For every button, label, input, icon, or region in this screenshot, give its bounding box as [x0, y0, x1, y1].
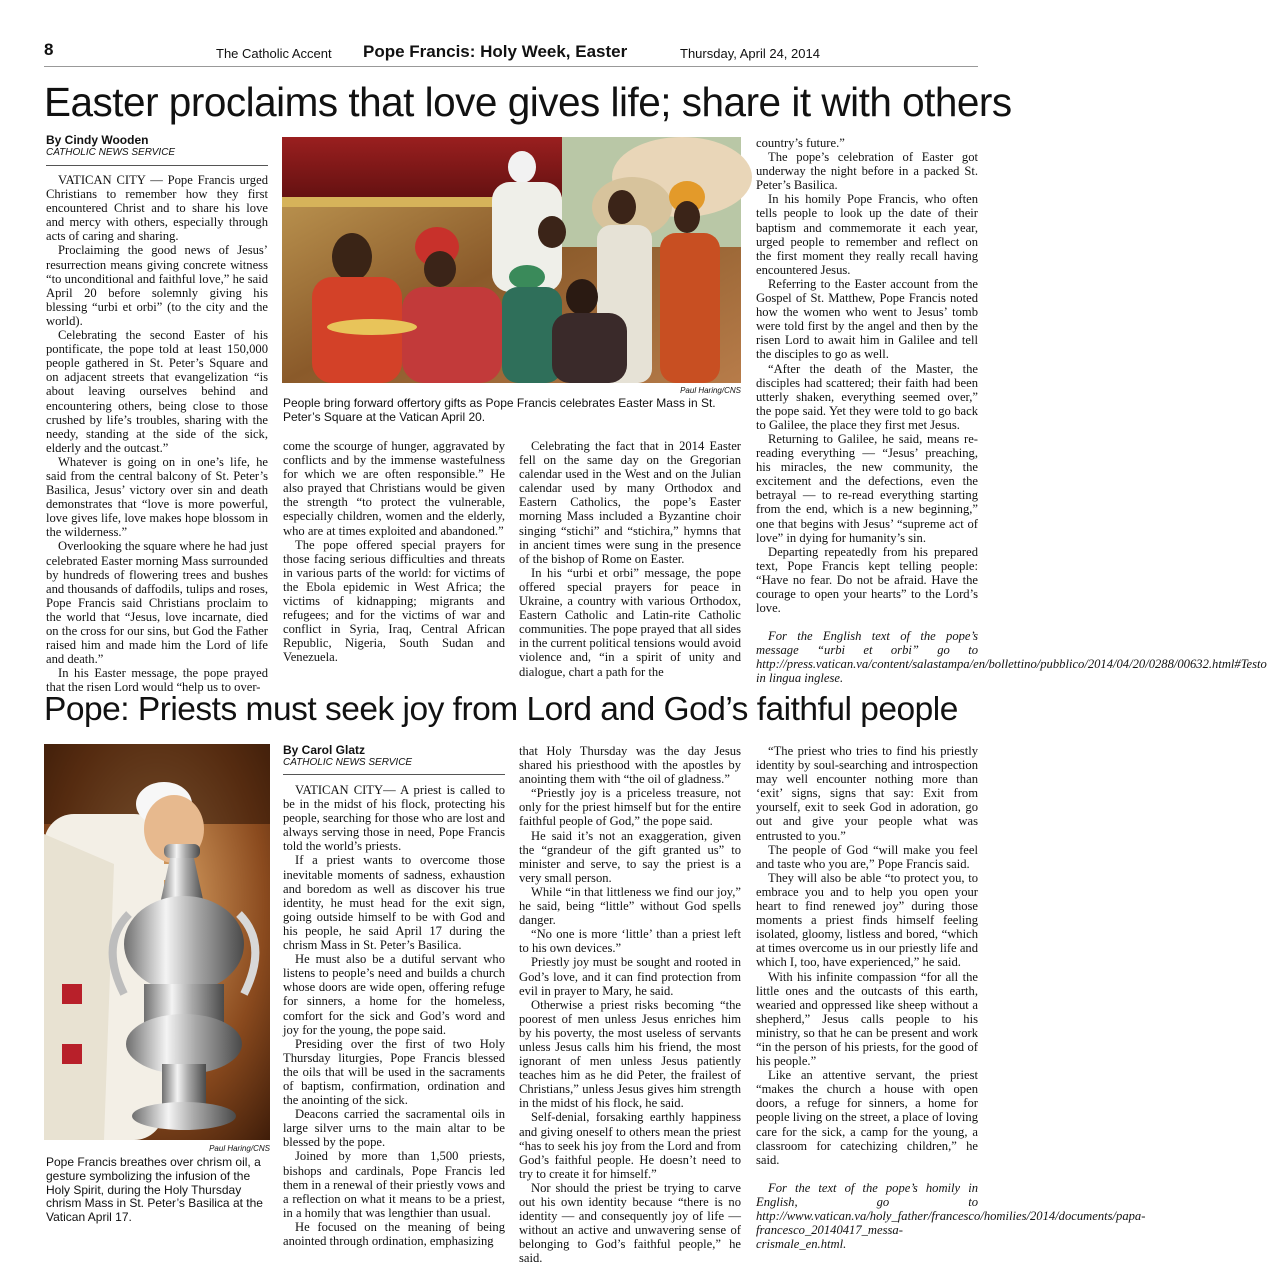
paragraph: Nor should the priest be trying to carve out his own identity because “there is no identity — and consequently joy of life — without an active and unwavering sense of belonging to God’s faithful people,” he said. [519, 1180, 741, 1266]
article2-photo [44, 744, 270, 1140]
paragraph: The pope’s celebration of Easter got underway the night before in a packed St. Peter’s Basilica. [756, 150, 978, 193]
paragraph: Overlooking the square where he had just celebrated Easter morning Mass surrounded by hundreds of flowering trees and bushes and thousands of daffodils, tulips and roses, Pope Francis said Christians proclaim to the world that “Jesus, love incarnate, died on the cross for our sins, but God the Father raised him and made him the Lord of life and death.” [46, 539, 268, 667]
paragraph: In his Easter message, the pope prayed that the risen Lord would “help us to over- [46, 666, 268, 695]
paragraph: In his homily Pope Francis, who often tells people to look up the date of their baptism and commemorate it each year, urged people to remember and reflect on the first moment they really recall having encountered Jesus. [756, 192, 978, 277]
article2-agency: CATHOLIC NEWS SERVICE [283, 757, 413, 769]
article2-column-3 [519, 744, 741, 1265]
paragraph: Departing repeatedly from his prepared text, Pope Francis kept telling people: “Have no fear. Do not be afraid. Have the courage to open your hearts” to the Lord’s love. [756, 544, 978, 616]
article1-agency: CATHOLIC NEWS SERVICE [46, 147, 176, 159]
paragraph: Celebrating the fact that in 2014 Easter fell on the same day on the Gregorian calendar used in the West and on the Julian calendar used by many Orthodox and Eastern Catholics, the pope’s Easter morning Mass included a Byzantine choir singing “stichi” and “stichira,” hymns that in ancient times were sung in the presence of the bishop of Rome on Easter. [519, 439, 741, 566]
paragraph: If a priest wants to overcome those inevitable moments of sadness, exhaustion and boredom as well as discover his true identity, he must head for the exit sign, going outside himself to be with God and his people, he said April 17 during the chrism Mass in St. Peter’s Basilica. [283, 853, 505, 953]
paragraph: The people of God “will make you feel and taste who you are,” Pope Francis said. [756, 842, 978, 871]
article2-column-2 [283, 783, 505, 1248]
article1-headline: Easter proclaims that love gives life; share it with others [44, 79, 1012, 125]
article1-column-1 [46, 173, 268, 694]
article1-photo-caption: People bring forward offertory gifts as Pope Francis celebrates Easter Mass in St. Peter’s Square at the Vatican April 20. [283, 396, 716, 424]
section-title: Pope Francis: Holy Week, Easter [363, 42, 628, 61]
article2-headline: Pope: Priests must seek joy from Lord and God’s faithful people [44, 691, 958, 728]
page-number: 8 [44, 40, 54, 59]
paragraph: They will also be able “to protect you, to embrace you and to help you open your heart to find renewed joy” during those moments a priest finds himself feeling isolated, gloomy, listless and bored, “which at times overcome us in our priestly life and which I, too, have experienced,” he said. [756, 870, 978, 970]
paragraph: Presiding over the first of two Holy Thursday liturgies, Pope Francis blessed the oils that will be used in the sacraments of baptism, confirmation, ordination and the anointing of the sick. [283, 1036, 505, 1108]
article2-column-4 [756, 744, 1146, 1252]
paragraph: In his “urbi et orbi” message, the pope offered special prayers for peace in Ukraine, a country with various Orthodox, Eastern Catholic and Latin-rite Catholic communities. The pope prayed that all sides in the current political tensions would avoid violence and, “in a spirit of unity and dialogue, chart a path for the [519, 565, 741, 679]
paragraph: He said it’s not an exaggeration, given the “grandeur of the gift granted us” to minister and serve, to say the priest is a very small person. [519, 828, 741, 885]
paragraph: The pope offered special prayers for those facing serious difficulties and threats in various parts of the world: for victims of the Ebola epidemic in West Africa; the victims of kidnapping; migrants and refugees; and for the victims of war and conflict in Syria, Iraq, Central African Republic, Nigeria, South Sudan and Venezuela. [283, 537, 505, 665]
paragraph: VATICAN CITY— A priest is called to be in the midst of his flock, protecting his people, searching for those who are lost and always serving those in need, Pope Francis told the world’s priests. [283, 783, 505, 854]
article2-byline: By Carol Glatz [283, 743, 366, 757]
article1-web-note: For the English text of the pope’s message “urbi et orbi” go to http://press.vatican.va/content/salastampa/en/bollettino/pubblico/2014/04/20/0288/00632.html#Testo in lingua inglese. [756, 629, 1267, 686]
paragraph: come the scourge of hunger, aggravated by conflicts and by the immense wastefulness for which we are often responsible.” He also prayed that Christians would be given the strength “to protect the vulnerable, especially children, women and the elderly, who are at times exploited and abandoned.” [283, 439, 505, 538]
article2-byline-rule [283, 774, 505, 775]
paragraph: Like an attentive servant, the priest “makes the church a house with open doors, a refuge for sinners, a home for people living on the street, a place of loving care for the sick, a camp for the young, a classroom for catechizing children,” he said. [756, 1068, 978, 1167]
article1-column-2 [283, 439, 505, 665]
article2-photo-caption: Pope Francis breathes over chrism oil, a gesture symbolizing the infusion of the Holy Spirit, during the Holy Thursday chrism Mass in St. Peter’s Basilica at the Vatican April 17. [46, 1155, 263, 1225]
paragraph: that Holy Thursday was the day Jesus shared his priesthood with the apostles by anointing them with “the oil of gladness.” [519, 744, 741, 787]
article1-byline: By Cindy Wooden [46, 133, 149, 147]
paragraph: Otherwise a priest risks becoming “the poorest of men unless Jesus enriches him by his poverty, the most useless of servants unless Jesus calls him his friend, the most ignorant of men unless Jesus patiently teaches him as he did Peter, the frailest of Christians,” unless Jesus gives him strength in the midst of his flock, he said. [519, 997, 741, 1111]
article1-photo [282, 137, 741, 383]
article1-column-3 [519, 439, 741, 679]
article2-photo-credit: Paul Haring/CNS [209, 1144, 270, 1153]
paragraph: Priestly joy must be sought and rooted in God’s love, and it can find protection from evil in prayer to Mary, he said. [519, 955, 741, 998]
article2-byline-block [283, 744, 505, 768]
article1-photo-credit: Paul Haring/CNS [680, 386, 741, 395]
paragraph: He must also be a dutiful servant who listens to people’s need and builds a church whose doors are wide open, offering refuge for sinners, a home for the homeless, comfort for the sick and God’s word and joy for the young, the pope said. [283, 952, 505, 1037]
publication-name: The Catholic Accent [216, 46, 332, 61]
paragraph: VATICAN CITY — Pope Francis urged Christians to remember how they first encountered Christ and to share his love and mercy with others, especially through acts of caring and sharing. [46, 173, 268, 244]
paragraph: “Priestly joy is a priceless treasure, not only for the priest himself but for the entire faithful people of God,” the pope said. [519, 786, 741, 829]
paragraph: “The priest who tries to find his priestly identity by soul-searching and introspection may well encounter nothing more than ‘exit’ signs, signs that say: Exit from yourself, exit to seek God in adoration, go out and give your people what was entrusted to you.” [756, 744, 978, 843]
issue-date: Thursday, April 24, 2014 [680, 46, 820, 61]
article1-byline-block [46, 134, 266, 158]
article2-web-note: For the text of the pope’s homily in English, go to http://www.vatican.va/holy_father/francesco/homilies/2014/documents/papa-francesco_20140417_messa-crismale_en.html. [756, 1180, 1146, 1252]
paragraph: Proclaiming the good news of Jesus’ resurrection means giving concrete witness “to unconditional and faithful love,” he said April 20 before solemnly giving his blessing “urbi et orbi” (to the city and the world). [46, 243, 268, 328]
paragraph: He focused on the meaning of being anointed through ordination, emphasizing [283, 1219, 505, 1248]
paragraph: “No one is more ‘little’ than a priest left to his own devices.” [519, 927, 741, 956]
paragraph: “After the death of the Master, the disciples had scattered; their faith had been utterly shaken, everything seemed over,” the pope said. Yet they were told to go back to Galilee, the place they first met Jesus. [756, 361, 978, 432]
offertory-procession-illustration [282, 137, 741, 383]
paragraph: Referring to the Easter account from the Gospel of St. Matthew, Pope Francis noted how the women who went to Jesus’ tomb were told first by the angel and then by the risen Lord to await him in Galilee and tell the disciples to go as well. [756, 276, 978, 362]
article1-byline-rule [46, 165, 268, 166]
chrism-oil-urn-illustration [44, 744, 270, 1140]
paragraph: Deacons carried the sacramental oils in large silver urns to the main altar to be blessed by the pope. [283, 1107, 505, 1150]
paragraph: Self-denial, forsaking earthly happiness and giving oneself to others mean the priest “has to seek his joy from the Lord and from God’s faithful people. He doesn’t need to try to create it for himself.” [519, 1110, 741, 1181]
paragraph: Returning to Galilee, he said, means re-reading everything — “Jesus’ preaching, his miracles, the new community, the excitement and the defections, even the betrayal — to re-read everything starting from the end, which is a new beginning,” one that begins with Jesus’ “supreme act of love” in dying for humanity’s sin. [756, 431, 978, 545]
paragraph: country’s future.” [756, 136, 845, 150]
article1-column-4 [756, 136, 1267, 686]
paragraph: Celebrating the second Easter of his pontificate, the pope told at least 150,000 people gathered in St. Peter’s Square and on adjacent streets that evangelization “is about leaving ourselves behind and encountering others, being close to those crushed by life’s troubles, sharing with the needy, standing at the side of the sick, elderly and the outcast.” [46, 328, 268, 455]
paragraph: With his infinite compassion “for all the little ones and the outcasts of this earth, wearied and oppressed like sheep without a shepherd,” Jesus calls people to his ministry, so that he can be present and work “in the person of his priests, for the good of his people.” [756, 969, 978, 1069]
header-rule [44, 66, 978, 67]
paragraph: While “in that littleness we find our joy,” he said, being “little” without God spells danger. [519, 884, 741, 928]
paragraph: Joined by more than 1,500 priests, bishops and cardinals, Pope Francis led them in a renewal of their priestly vows and a reflection on what it means to be a priest, in a homily that was lengthier than usual. [283, 1149, 505, 1220]
paragraph: Whatever is going on in one’s life, he said from the central balcony of St. Peter’s Basilica, Jesus’ victory over sin and death demonstrates that “love is more powerful, love gives life, love makes hope blossom in the wilderness.” [46, 454, 268, 540]
